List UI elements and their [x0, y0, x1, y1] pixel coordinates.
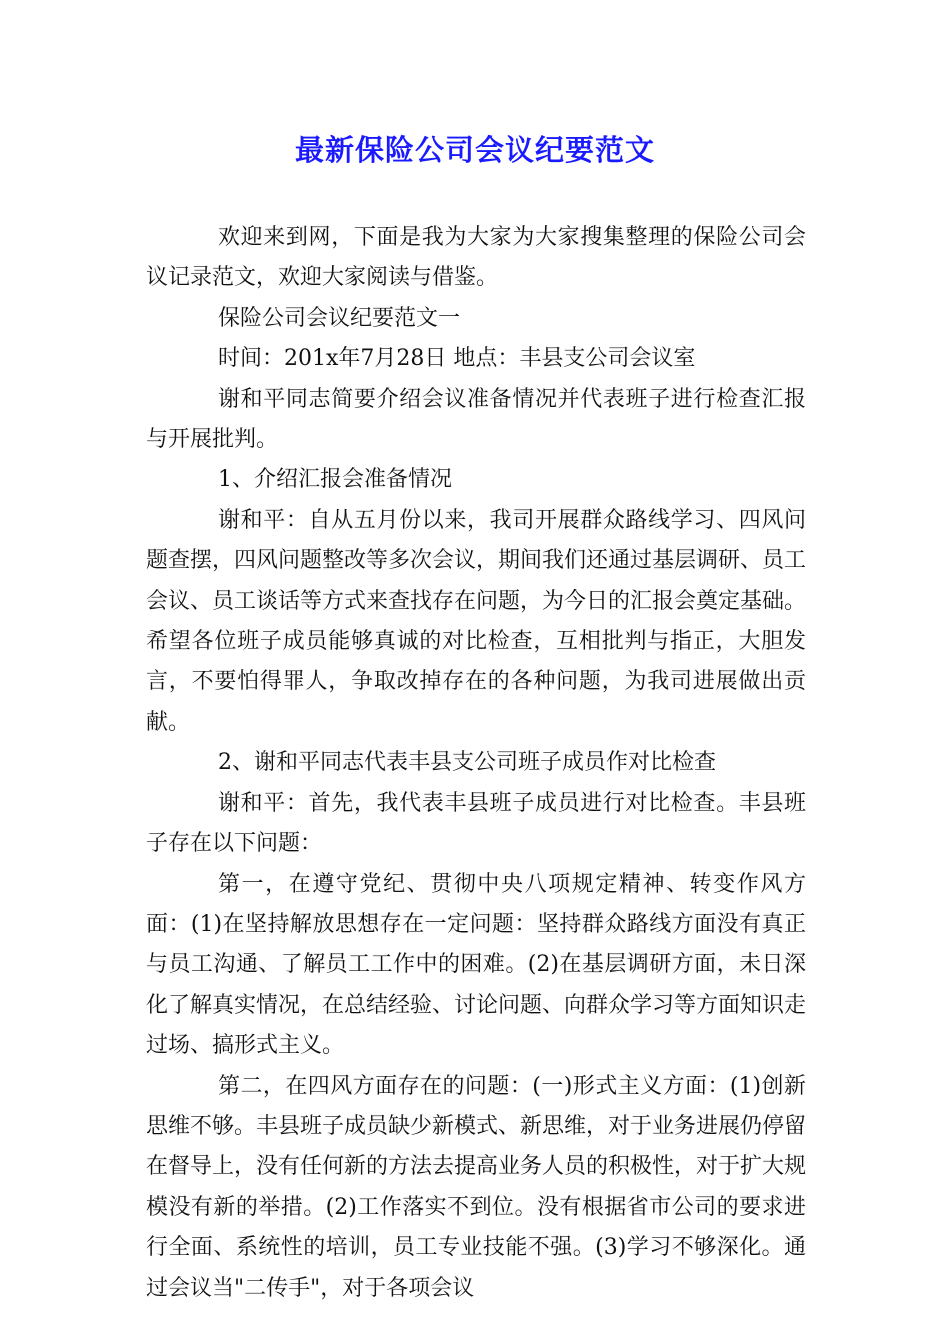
paragraph-intro: 欢迎来到网，下面是我为大家为大家搜集整理的保险公司会议记录范文，欢迎大家阅读与借鉴。	[146, 225, 806, 291]
paragraph-item-1-content: 谢和平：自从五月份以来，我司开展群众路线学习、四风问题查摆，四风问题整改等多次会议，期间我们还通过基层调研、员工会议、员工谈话等方式来查找存在问题，为今日的汇报会奠定基础。希望各位班子成员能够真诚的对比检查，互相批判与指正，大胆发言，不要怕得罪人，争取改掉存在的各种问题，为我司进展做出贡献。	[146, 507, 807, 735]
document-title: 最新保险公司会议纪要范文	[294, 133, 655, 167]
document-body	[146, 218, 806, 1309]
paragraph-first-point: 第一，在遵守党纪、贯彻中央八项规定精神、转变作风方面：(1)在坚持解放思想存在一定问题：坚持群众路线方面没有真正与员工沟通、了解员工工作中的困难。(2)在基层调研方面，未日深化了解真实情况，在总结经验、讨论问题、向群众学习等方面知识走过场、搞形式主义。	[146, 871, 807, 1059]
paragraph-item-1: 1、介绍汇报会准备情况	[218, 467, 452, 493]
paragraph-item-2-content: 谢和平：首先，我代表丰县班子成员进行对比检查。丰县班子存在以下问题：	[146, 790, 806, 857]
paragraph-summary: 谢和平同志简要介绍会议准备情况并代表班子进行检查汇报与开展批判。	[146, 386, 806, 453]
paragraph-time-location: 时间：201x年7月28日 地点：丰县支公司会议室	[218, 346, 696, 372]
paragraph-second-point: 第二，在四风方面存在的问题：(一)形式主义方面：(1)创新思维不够。丰县班子成员缺少新模式、新思维，对于业务进展仍停留在督导上，没有任何新的方法去提高业务人员的积极性，对于扩大规模没有新的举措。(2)工作落实不到位。没有根据省市公司的要求进行全面、系统性的培训，员工专业技能不强。(3)学习不够深化。通过会议当"二传手"，对于各项会议	[146, 1073, 807, 1301]
paragraph-item-2: 2、谢和平同志代表丰县支公司班子成员作对比检查	[218, 750, 716, 776]
paragraph-section-heading: 保险公司会议纪要范文一	[218, 305, 461, 331]
